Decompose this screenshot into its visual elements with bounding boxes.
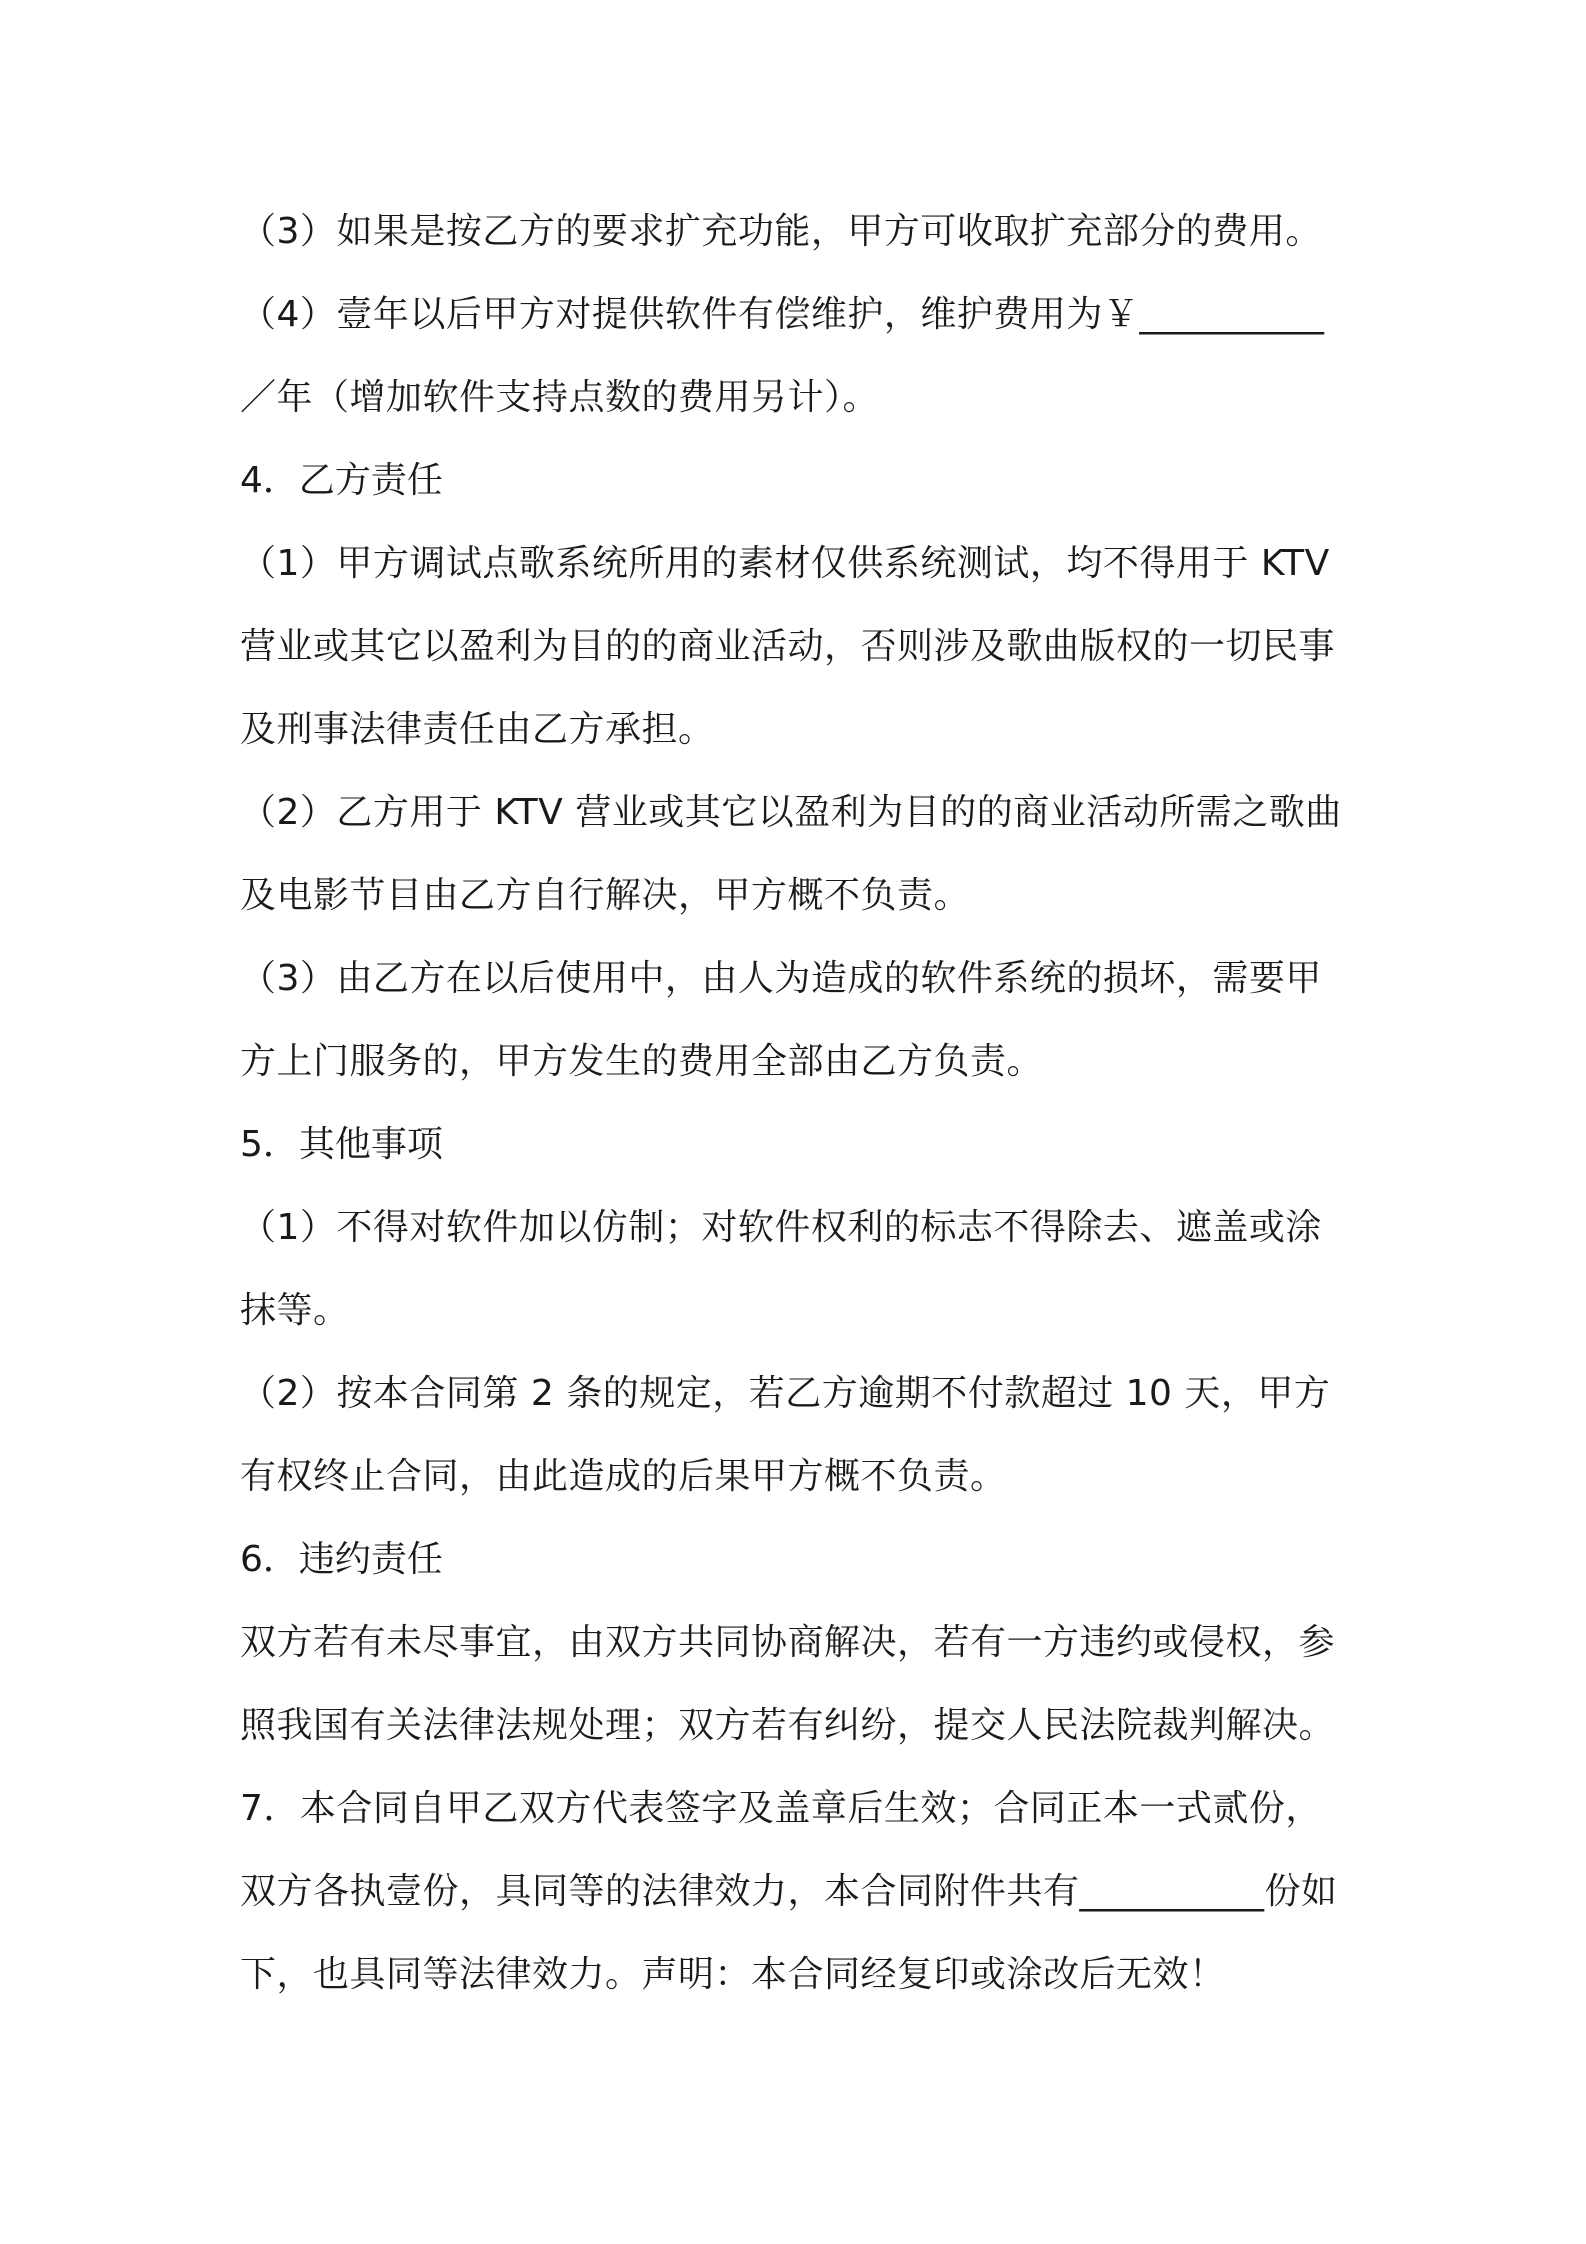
clause-4-1-line-1: （1）甲方调试点歌系统所用的素材仅供系统测试，均不得用于 KTV xyxy=(240,543,1330,584)
clause-4-3-line-1: （3）由乙方在以后使用中，由人为造成的软件系统的损坏，需要甲 xyxy=(240,958,1322,999)
section-7-line-2: 双方各执壹份，具同等的法律效力，本合同附件共有__________份如 xyxy=(240,1871,1338,1912)
section-7-line-3: 下，也具同等法律效力。声明：本合同经复印或涂改后无效！ xyxy=(240,1954,1226,1995)
section-7-line-1: 7．本合同自甲乙双方代表签字及盖章后生效；合同正本一式贰份， xyxy=(240,1788,1322,1829)
clause-4-2-line-2: 及电影节目由乙方自行解决，甲方概不负责。 xyxy=(240,875,971,916)
clause-4-3-line-2: 方上门服务的，甲方发生的费用全部由乙方负责。 xyxy=(240,1041,1044,1082)
clause-5-1-line-2: 抹等。 xyxy=(240,1290,350,1331)
section-6-line-1: 双方若有未尽事宜，由双方共同协商解决，若有一方违约或侵权，参 xyxy=(240,1622,1336,1663)
section-4-heading: 4．乙方责任 xyxy=(240,460,443,501)
document-page xyxy=(240,190,1360,2016)
section-6-heading: 6．违约责任 xyxy=(240,1539,443,1580)
clause-5-2-line-1: （2）按本合同第 2 条的规定，若乙方逾期不付款超过 10 天，甲方 xyxy=(240,1373,1331,1414)
clause-5-2-line-2: 有权终止合同，由此造成的后果甲方概不负责。 xyxy=(240,1456,1007,1497)
clause-3-4-line-2: ／年（增加软件支持点数的费用另计）。 xyxy=(240,377,880,418)
clause-3-3-line: （3）如果是按乙方的要求扩充功能，甲方可收取扩充部分的费用。 xyxy=(240,211,1322,252)
clause-5-1-line-1: （1）不得对软件加以仿制；对软件权利的标志不得除去、遮盖或涂 xyxy=(240,1207,1322,1248)
clause-4-1-line-2: 营业或其它以盈利为目的的商业活动，否则涉及歌曲版权的一切民事 xyxy=(240,626,1336,667)
section-6-line-2: 照我国有关法律法规处理；双方若有纠纷，提交人民法院裁判解决。 xyxy=(240,1705,1336,1746)
clause-4-2-line-1: （2）乙方用于 KTV 营业或其它以盈利为目的的商业活动所需之歌曲 xyxy=(240,792,1342,833)
clause-4-1-line-3: 及刑事法律责任由乙方承担。 xyxy=(240,709,715,750)
section-5-heading: 5．其他事项 xyxy=(240,1124,443,1165)
clause-3-4-line-1: （4）壹年以后甲方对提供软件有偿维护，维护费用为￥__________ xyxy=(240,294,1325,335)
